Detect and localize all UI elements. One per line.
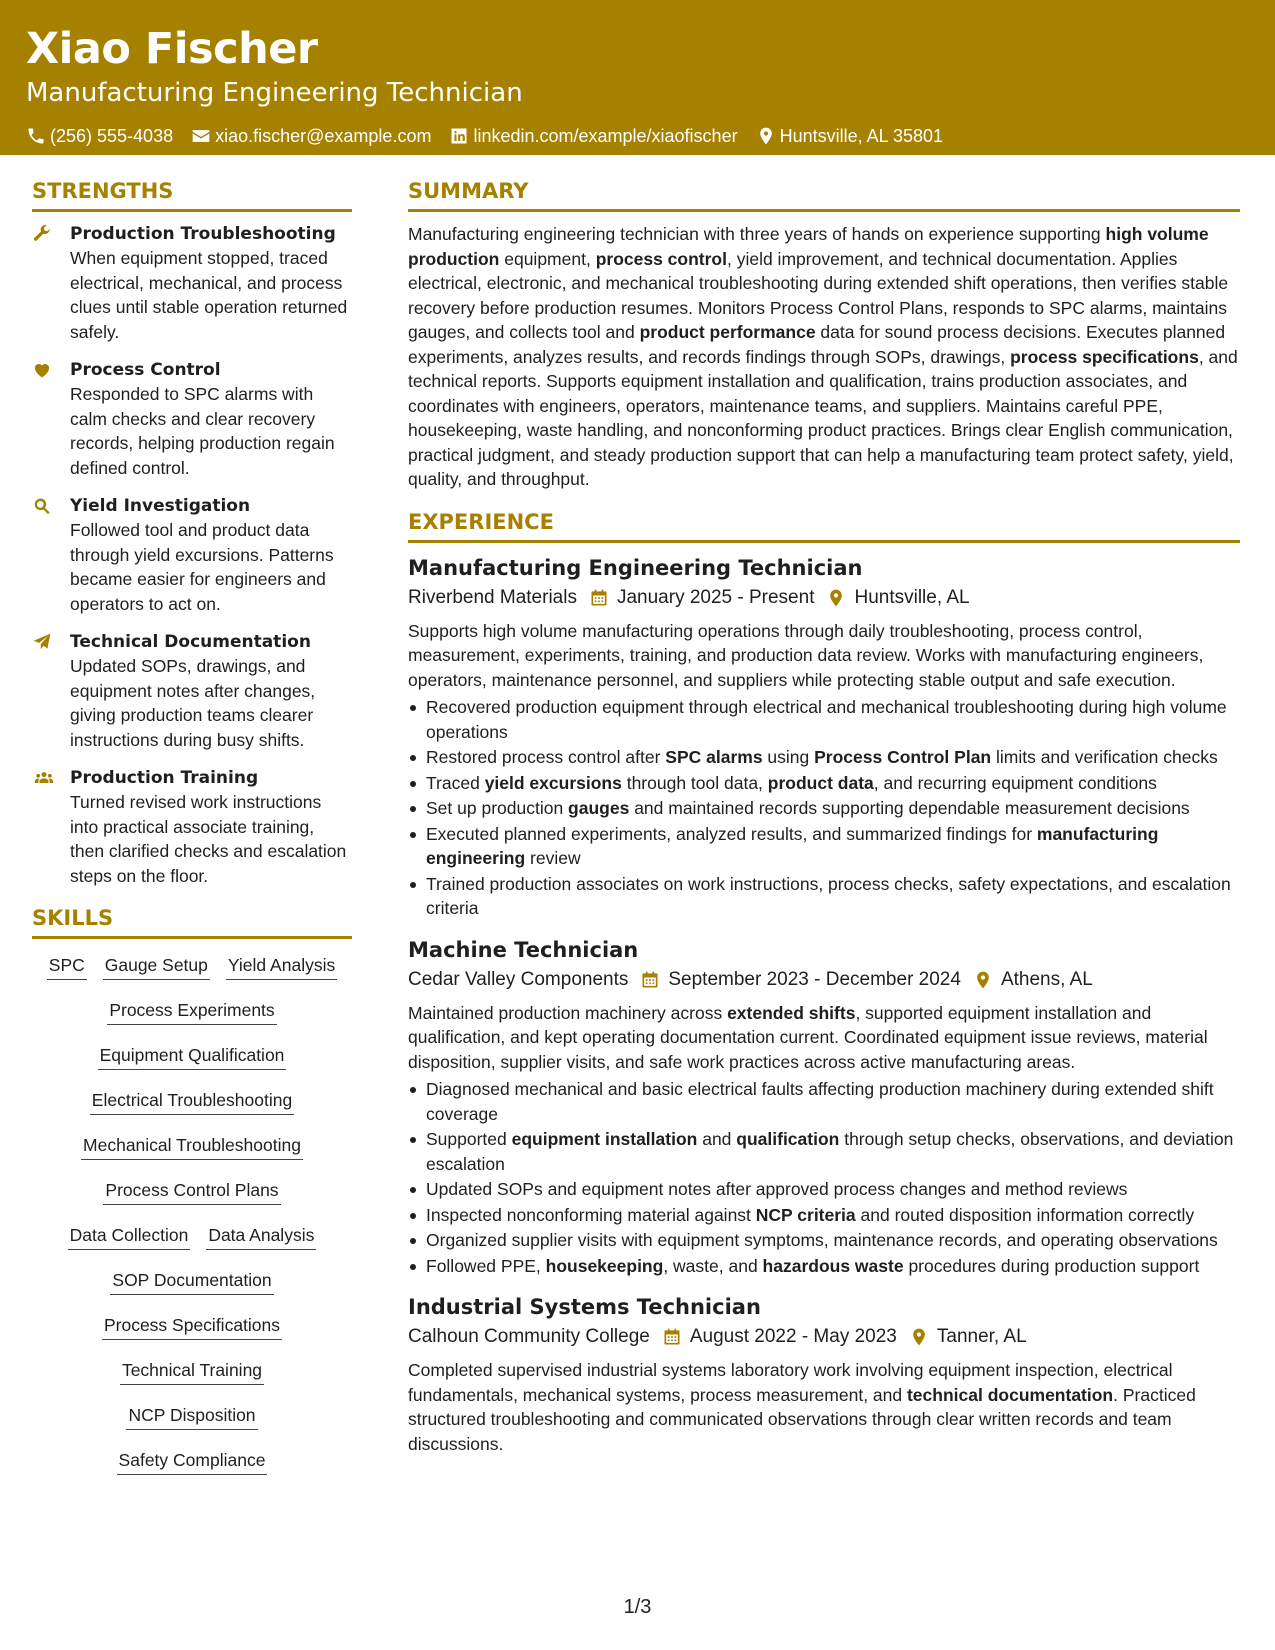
skill-tag: Process Experiments [107,998,276,1025]
job-bullet: Inspected nonconforming material against NCP criteria and routed disposition information correctly [408,1203,1240,1228]
job-bullet: Organized supplier visits with equipment symptoms, maintenance records, and operating observations [408,1228,1240,1253]
strength-title: Production Training [70,768,259,788]
skill-tag: Yield Analysis [226,953,337,980]
contact-phone[interactable] [26,124,173,148]
job-title: Manufacturing Engineering Technician [408,555,863,580]
map-pin-icon [826,588,846,608]
job-bullet: Trained production associates on work instructions, process checks, safety expectations, and escalation criteria [408,872,1240,921]
skill-tag: Process Control Plans [103,1178,280,1205]
users-icon [32,768,56,788]
skill-tag: Data Analysis [206,1223,316,1250]
map-pin-icon [756,126,776,146]
contact-linkedin[interactable] [449,124,737,148]
skill-tag: Gauge Setup [103,953,210,980]
linkedin-icon [449,126,469,146]
calendar-icon [640,970,660,990]
skill-tag: Electrical Troubleshooting [90,1088,294,1115]
job-title: Machine Technician [408,937,639,962]
job-description: Supports high volume manufacturing operations through daily troubleshooting, process control, measurement, experiments, training, and production data review. Works with manufacturing engineers, operators, maintenance personnel, and suppliers while protecting stable output and safe execution. [408,620,1204,690]
page-number: 1/3 [623,1596,652,1618]
job-company: Cedar Valley Components [408,968,629,990]
envelope-icon [191,126,211,146]
job-bullet: Updated SOPs and equipment notes after approved process changes and method reviews [408,1177,1240,1202]
job-company: Calhoun Community College [408,1326,650,1347]
job-entry [408,1292,1240,1456]
job-bullet: Restored process control after SPC alarms using Process Control Plan limits and verification checks [408,745,1240,770]
strength-item [32,358,352,480]
heart-icon [32,360,52,380]
skill-tag: NCP Disposition [126,1403,257,1430]
experience-heading: EXPERIENCE [408,506,1240,543]
job-bullets [408,695,1240,921]
job-entry [408,553,1240,921]
strength-item [32,630,352,752]
calendar-icon [662,1327,682,1347]
skill-tag: SPC [47,953,87,980]
email-text: xiao.fischer@example.com [215,126,432,146]
candidate-name: Xiao Fischer [26,24,318,74]
job-dates: August 2022 - May 2023 [689,1326,897,1347]
strength-desc: Responded to SPC alarms with calm checks and clear recovery records, helping production regain defined control. [70,384,335,478]
job-bullet: Diagnosed mechanical and basic electrical faults affecting production machinery during extended shift coverage [408,1077,1240,1126]
job-bullet: Set up production gauges and maintained records supporting dependable measurement decisions [408,796,1240,821]
skill-tag: SOP Documentation [110,1268,273,1295]
skill-tag: Process Specifications [102,1313,282,1340]
summary-text: Manufacturing engineering technician with three years of hands on experience supporting high volume production equipment, process control, yield improvement, and technical documentation. Applies electrical, electronic, and mechanical troubleshooting during extended shift operations, then verifies stable recovery before production resumes. Monitors Process Control Plans, responds to SPC alarms, maintains gauges, and collects tool and product performance data for sound process decisions. Executes planned experiments, analyzes results, and records findings through SOPs, drawings, process specifications, and technical reports. Supports equipment installation and qualification, trains production associates, and coordinates with engineers, operators, maintenance teams, and suppliers. Maintains careful PPE, housekeeping, waste handling, and nonconforming product practices. Brings clear English communication, practical judgment, and steady production support that can help a manufacturing team protect safety, yield, quality, and throughput. [408,224,1238,489]
map-pin-icon [909,1327,929,1347]
job-bullets [408,1077,1240,1278]
job-entry [408,935,1240,1279]
left-column [32,175,352,1493]
job-bullet: Traced yield excursions through tool data, product data, and recurring equipment conditions [408,771,1240,796]
strength-item [32,222,352,344]
strength-title: Yield Investigation [70,496,251,516]
skill-tag: Safety Compliance [117,1448,268,1475]
skills-heading: SKILLS [32,902,352,939]
job-title: Industrial Systems Technician [408,1295,761,1319]
job-bullet: Executed planned experiments, analyzed results, and summarized findings for manufacturing engineering review [408,822,1240,871]
location-text: Huntsville, AL 35801 [779,126,944,146]
job-dates: January 2025 - Present [616,586,815,608]
map-pin-icon [973,970,993,990]
linkedin-text: linkedin.com/example/xiaofischer [473,126,738,146]
job-bullet: Recovered production equipment through electrical and mechanical troubleshooting during high volume operations [408,695,1240,744]
job-location: Tanner, AL [936,1326,1027,1347]
strength-title: Technical Documentation [70,632,311,652]
strength-item [32,766,352,888]
calendar-icon [589,588,609,608]
candidate-role: Manufacturing Engineering Technician [26,78,523,108]
job-location: Huntsville, AL [854,586,970,608]
wrench-icon [32,224,52,244]
right-column [408,175,1240,1459]
strength-desc: Turned revised work instructions into practical associate training, then clarified checks and escalation steps on the floor. [70,792,347,886]
contact-email[interactable] [191,124,431,148]
job-meta [408,583,1240,613]
strength-title: Process Control [70,360,221,380]
summary-heading: SUMMARY [408,175,1240,212]
skill-tag: Equipment Qualification [98,1043,287,1070]
job-bullet: Followed PPE, housekeeping, waste, and hazardous waste procedures during production support [408,1254,1240,1279]
strength-title: Production Troubleshooting [70,224,336,244]
strength-desc: Followed tool and product data through yield excursions. Patterns became easier for engineers and operators to act on. [70,520,334,614]
skill-tag: Technical Training [120,1358,264,1385]
job-description: Maintained production machinery across extended shifts, supported equipment installation and qualification, and kept operating documentation current. Coordinated equipment issue reviews, material disposition, supplier visits, and safe work practices across active manufacturing areas. [408,1002,1208,1072]
job-company: Riverbend Materials [408,586,577,608]
phone-text: (256) 555-4038 [50,126,174,146]
skill-tag: Mechanical Troubleshooting [81,1133,303,1160]
skill-tag: Data Collection [68,1223,191,1250]
job-location: Athens, AL [1000,968,1093,990]
job-meta [408,1322,1240,1352]
strength-desc: When equipment stopped, traced electrical, mechanical, and process clues until stable operation returned safely. [70,248,348,342]
resume-header [0,0,1275,155]
job-meta [408,965,1240,995]
phone-icon [26,126,46,146]
job-dates: September 2023 - December 2024 [668,968,961,990]
strengths-heading: STRENGTHS [32,175,352,212]
paper-plane-icon [32,632,52,652]
skills-list [32,953,352,1493]
contact-row [26,124,1249,148]
contact-location [756,124,943,148]
search-icon [32,496,52,516]
strength-item [32,494,352,616]
experience-list [408,553,1240,1457]
job-description: Completed supervised industrial systems laboratory work involving equipment inspection, electrical fundamentals, mechanical systems, process measurement, and technical documentation. Practiced structured troubleshooting and communicated observations through clear written records and team discussions. [408,1360,1196,1454]
strength-desc: Updated SOPs, drawings, and equipment notes after changes, giving production teams clearer instructions during busy shifts. [70,656,316,750]
job-bullet: Supported equipment installation and qualification through setup checks, observations, and deviation escalation [408,1127,1240,1176]
